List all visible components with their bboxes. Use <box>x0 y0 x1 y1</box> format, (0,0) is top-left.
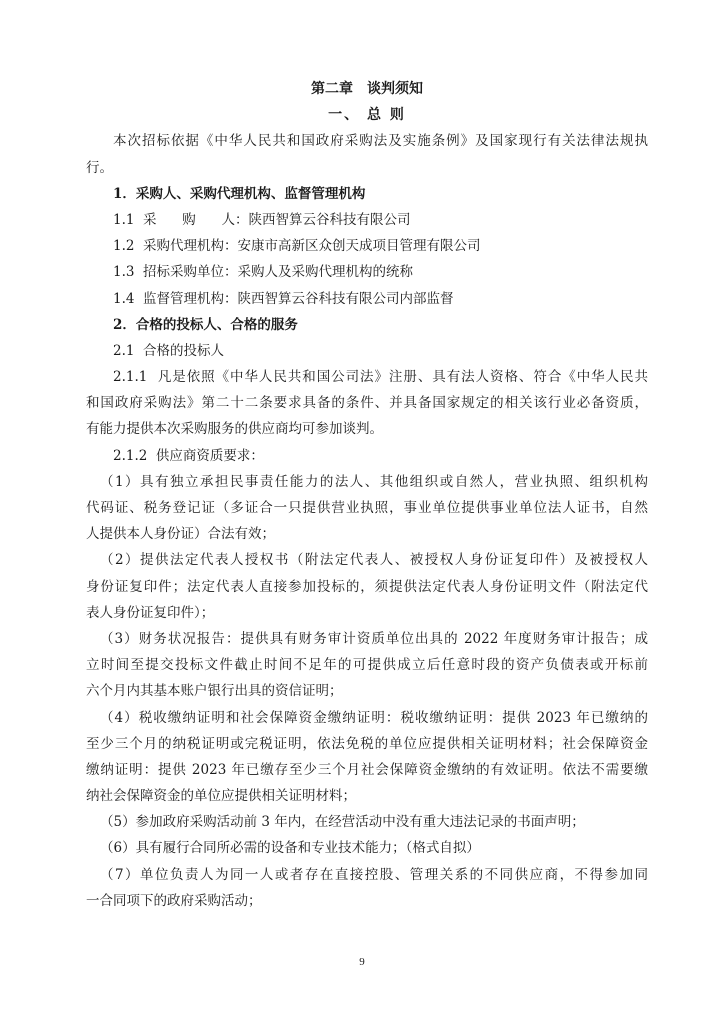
item-1-4: 1.4 监督管理机构：陕西智算云谷科技有限公司内部监督 <box>113 290 454 307</box>
req-4-line-1: （4）税收缴纳证明和社会保障资金缴纳证明：税收缴纳证明：提供 2023 年已缴纳的 <box>100 709 648 726</box>
req-2-line-2: 身份证复印件；法定代表人直接参加投标的，须提供法定代表人身份证明文件（附法定代 <box>86 578 648 595</box>
item-2-1-1-line-1: 2.1.1 凡是依照《中华人民共和国公司法》注册、具有法人资格、符合《中华人民共 <box>113 369 648 386</box>
req-7-line-1: （7）单位负责人为同一人或者存在直接控股、管理关系的不同供应商，不得参加同 <box>100 866 648 883</box>
heading-2: 2．合格的投标人、合格的服务 <box>113 316 298 333</box>
req-2-line-3: 表人身份证复印件）； <box>86 604 215 621</box>
document-page <box>86 76 648 914</box>
req-3-line-3: 六个月内其基本账户银行出具的资信证明； <box>86 683 343 700</box>
req-4-line-4: 纳社会保障资金的单位应提供相关证明材料； <box>86 788 356 805</box>
item-2-1-2: 2.1.2 供应商资质要求： <box>113 447 264 464</box>
req-4-line-2: 至少三个月的纳税证明或完税证明，依法免税的单位应提供相关证明材料；社会保障资金 <box>86 735 648 752</box>
req-3-line-2: 立时间至提交投标文件截止时间不足年的可提供成立后任意时段的资产负债表或开标前 <box>86 657 648 674</box>
req-1-line-3: 人提供本人身份证）合法有效； <box>86 526 275 543</box>
req-6: （6）具有履行合同所必需的设备和专业技术能力；（格式自拟） <box>100 840 480 857</box>
section-title: 一、 总 则 <box>328 107 406 124</box>
req-3-line-1: （3）财务状况报告：提供具有财务审计资质单位出具的 2022 年度财务审计报告；成 <box>100 630 648 647</box>
req-7-line-2: 一合同项下的政府采购活动； <box>86 892 262 909</box>
req-1-line-2: 代码证、税务登记证（多证合一只提供营业执照，事业单位提供事业单位法人证书，自然 <box>86 500 648 516</box>
req-1-line-1: （1）具有独立承担民事责任能力的法人、其他组织或自然人，营业执照、组织机构 <box>100 473 648 490</box>
item-2-1-1-line-3: 有能力提供本次采购服务的供应商均可参加谈判。 <box>86 421 383 438</box>
item-1-1: 1.1 采 购 人：陕西智算云谷科技有限公司 <box>113 211 411 228</box>
heading-1: 1．采购人、采购代理机构、监督管理机构 <box>113 185 366 202</box>
req-2-line-1: （2）提供法定代表人授权书（附法定代表人、被授权人身份证复印件）及被授权人 <box>100 552 648 569</box>
req-4-line-3: 缴纳证明：提供 2023 年已缴存至少三个月社会保障资金缴纳的有效证明。依法不需要缴 <box>86 761 648 778</box>
item-2-1: 2.1 合格的投标人 <box>113 342 225 359</box>
chapter-title: 第二章 谈判须知 <box>311 81 423 97</box>
intro-line-1: 本次招标依据《中华人民共和国政府采购法及实施条例》及国家现行有关法律法规执 <box>113 133 648 150</box>
req-5: （5）参加政府采购活动前 3 年内，在经营活动中没有重大违法记录的书面声明； <box>100 814 585 831</box>
item-1-2: 1.2 采购代理机构：安康市高新区众创天成项目管理有限公司 <box>113 238 481 255</box>
item-1-3: 1.3 招标采购单位：采购人及采购代理机构的统称 <box>113 264 414 281</box>
page-number: 9 <box>359 956 365 968</box>
item-2-1-1-line-2: 和国政府采购法》第二十二条要求具备的条件、并具备国家规定的相关该行业必备资质， <box>86 395 648 412</box>
intro-line-2: 行。 <box>86 159 113 176</box>
